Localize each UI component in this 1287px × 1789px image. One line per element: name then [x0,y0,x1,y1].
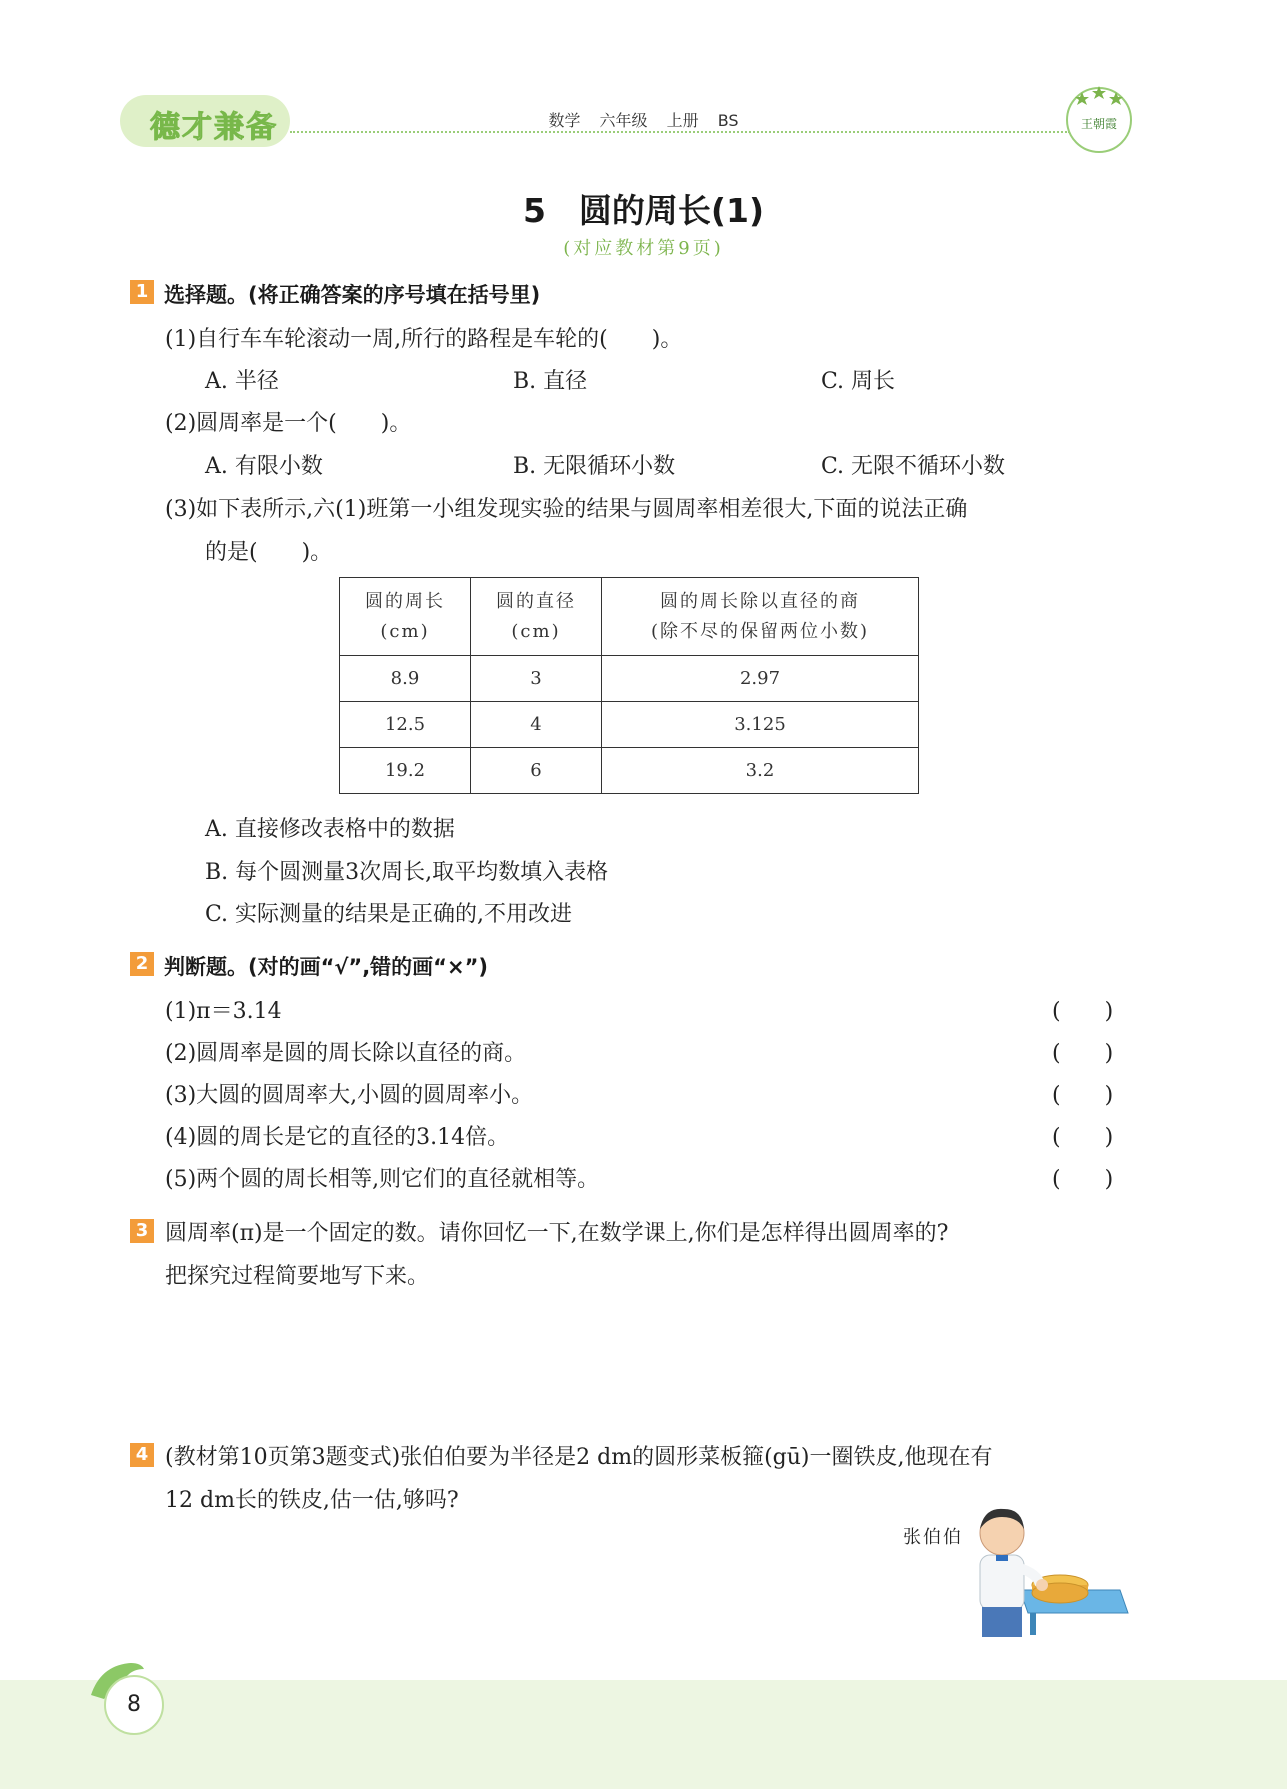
question-1-heading: 选择题。(将正确答案的序号填在括号里) [164,283,541,307]
page-subtitle: (对应教材第9页) [563,238,724,259]
question-2-heading: 判断题。(对的画“√”,错的画“×”) [164,955,488,979]
table-row [340,748,919,794]
q2-item-2: (2)圆周率是圆的周长除以直径的商。 [165,1041,527,1066]
q2-item-5: (5)两个圆的周长相等,则它们的直径就相等。 [165,1167,600,1192]
q2-answer-blank-4[interactable]: ( ) [1052,1125,1114,1150]
header-divider [290,131,1070,133]
table-cell: 2.97 [602,656,919,702]
page-title: 5 圆的周长(1) [522,191,765,230]
q2-item-4: (4)圆的周长是它的直径的3.14倍。 [165,1125,510,1150]
man-with-cutting-board-illustration [960,1495,1130,1640]
logo-text: 德才兼备 [150,110,278,145]
q4-line2: 12 dm长的铁皮,估一估,够吗? [165,1488,459,1513]
header-meta: 数学 六年级 上册 BS [548,111,739,130]
illustration-caption: 张伯伯 [903,1527,963,1548]
q2-item-3: (3)大圆的圆周率大,小圆的圆周率小。 [165,1083,534,1108]
table-header-cell: 圆的周长 (cm) [340,578,471,656]
measurement-table [339,577,919,794]
q1-sub1-option-b: B. 直径 [513,369,588,394]
question-number-2: 2 [130,952,154,976]
q1-sub3-stem-line1: (3)如下表所示,六(1)班第一小组发现实验的结果与圆周率相差很大,下面的说法正确 [165,497,968,522]
table-row [340,656,919,702]
q3-line2: 把探究过程简要地写下来。 [165,1264,430,1289]
q1-sub1-option-c: C. 周长 [821,369,896,394]
q2-answer-blank-2[interactable]: ( ) [1052,1041,1114,1066]
q1-sub2-option-b: B. 无限循环小数 [513,454,676,479]
q2-answer-blank-1[interactable]: ( ) [1052,999,1114,1024]
illustration-icon [960,1495,1130,1640]
table-cell: 8.9 [340,656,471,702]
table-cell: 3 [471,656,602,702]
q1-sub3-option-b: B. 每个圆测量3次周长,取平均数填入表格 [205,860,609,885]
question-number-1: 1 [130,280,154,304]
table-header-row [340,578,919,656]
q4-line1: (教材第10页第3题变式)张伯伯要为半径是2 dm的圆形菜板箍(gū)一圈铁皮,他现在有 [165,1445,993,1470]
table-cell: 6 [471,748,602,794]
q2-answer-blank-3[interactable]: ( ) [1052,1083,1114,1108]
brand-badge [1060,78,1138,156]
table-cell: 19.2 [340,748,471,794]
q2-item-1: (1)π＝3.14 [165,999,282,1024]
q1-sub2-option-c: C. 无限不循环小数 [821,454,1006,479]
table-cell: 3.125 [602,702,919,748]
q1-sub2-option-a: A. 有限小数 [205,454,323,479]
table-header-cell: 圆的周长除以直径的商 (除不尽的保留两位小数) [602,578,919,656]
q1-sub1-stem: (1)自行车车轮滚动一周,所行的路程是车轮的( )。 [165,327,683,352]
table-cell: 3.2 [602,748,919,794]
table-row [340,702,919,748]
table-cell: 4 [471,702,602,748]
question-number-3: 3 [130,1219,154,1243]
q1-sub3-option-a: A. 直接修改表格中的数据 [205,817,455,842]
table-cell: 12.5 [340,702,471,748]
q1-sub1-option-a: A. 半径 [205,369,279,394]
q1-sub3-option-c: C. 实际测量的结果是正确的,不用改进 [205,902,573,927]
question-number-4: 4 [130,1443,154,1467]
q1-sub2-stem: (2)圆周率是一个( )。 [165,411,412,436]
table-header-cell: 圆的直径 (cm) [471,578,602,656]
badge-text: 王朝霞 [1080,117,1118,131]
badge-icon [1060,78,1138,156]
q2-answer-blank-5[interactable]: ( ) [1052,1167,1114,1192]
q3-line1: 圆周率(π)是一个固定的数。请你回忆一下,在数学课上,你们是怎样得出圆周率的? [165,1221,949,1246]
page-number: 8 [104,1675,164,1735]
footer-background [0,1680,1287,1789]
q1-sub3-stem-line2: 的是( )。 [205,540,333,565]
